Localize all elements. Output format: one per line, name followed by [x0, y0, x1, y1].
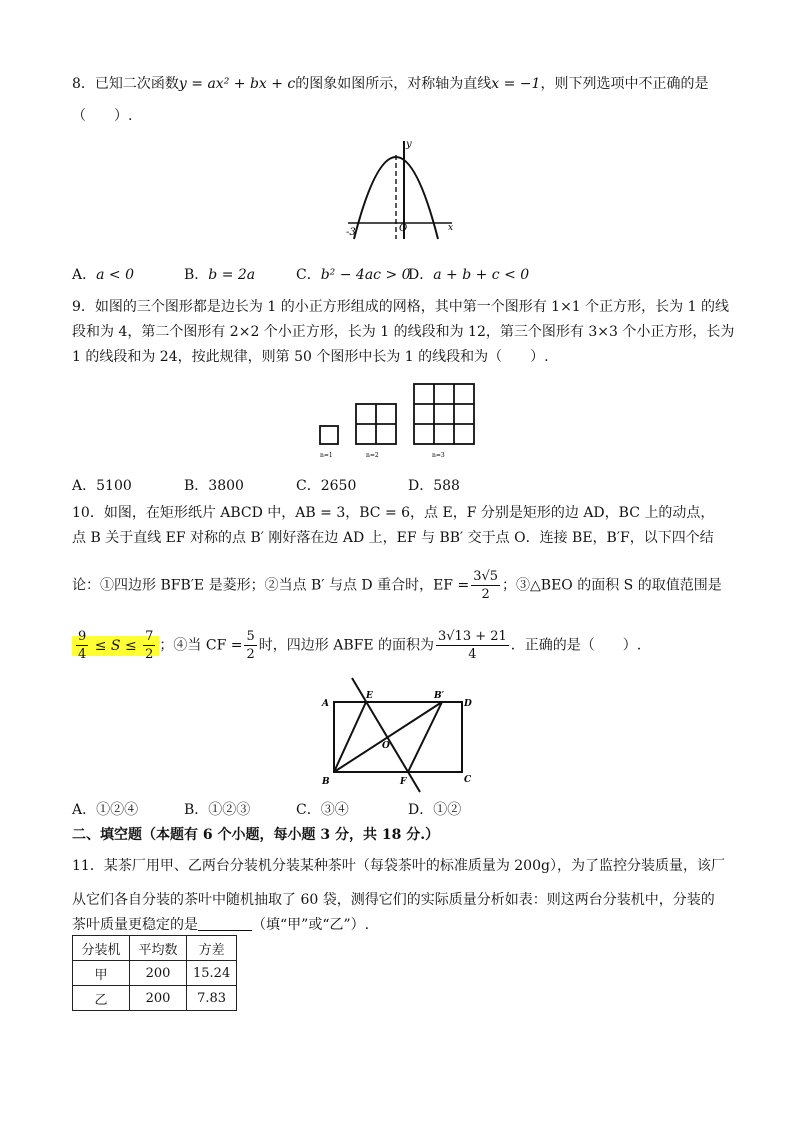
- neg3-label: -3: [346, 227, 356, 238]
- q9-option-a[interactable]: A．5100: [72, 478, 132, 494]
- label-n3: n=3: [432, 452, 445, 459]
- line-ef: [352, 678, 420, 792]
- q10-stem-line2: 点 B 关于直线 EF 对称的点 B′ 刚好落在边 AD 上，EF 与 BB′ 交于点 O．连接 BE，B′F，以下四个结: [72, 530, 714, 546]
- table-cell: 15.24: [187, 961, 237, 986]
- q8-parabola-graph: [340, 135, 460, 245]
- q11-data-table: [72, 935, 237, 1011]
- y-axis-label: y: [406, 139, 412, 150]
- table-cell: 200: [130, 986, 187, 1011]
- rectangle-abcd: [334, 702, 462, 772]
- q9-grid-figures: [312, 380, 482, 462]
- q9-stem-line2: 段和为 4，第二个图形有 2×2 个小正方形，长为 1 的线段和为 12，第三个图形有 3×3 个小正方形，长为: [72, 324, 735, 340]
- answer-blank[interactable]: [198, 916, 252, 931]
- q10-option-d[interactable]: D．①②: [408, 802, 462, 818]
- q11-stem-line3: 茶叶质量更稳定的是 （填“甲”或“乙”）.: [72, 917, 370, 933]
- q10-stem-line3: 论：①四边形 BFB′E 是菱形；②当点 B′ 与点 D 重合时，EF = $\frac{3√5}{2}$ ；③△BEO 的面积 S 的取值范围是: [72, 569, 722, 602]
- q9-option-b[interactable]: B．3800: [184, 478, 244, 494]
- q9-option-d[interactable]: D．588: [408, 478, 460, 494]
- q10-option-c[interactable]: C．③④: [296, 802, 349, 818]
- table-header-row: [73, 936, 237, 961]
- x-axis-label: x: [448, 223, 454, 233]
- table-header: 平均数: [130, 936, 187, 961]
- fraction-ef: $\frac{3√5}{2}$: [473, 569, 499, 602]
- q10-rectangle-figure: [318, 676, 478, 798]
- table-cell: 7.83: [187, 986, 237, 1011]
- table-row: [73, 961, 237, 986]
- q8-option-b[interactable]: B．b = 2a: [184, 267, 256, 283]
- grid-1x1: [320, 426, 338, 444]
- label-c: C: [464, 775, 472, 785]
- label-f: F: [400, 777, 407, 787]
- q8-text: 8．已知二次函数: [72, 76, 179, 92]
- label-o: O: [382, 741, 390, 751]
- label-b-prime: B′: [434, 691, 444, 701]
- label-a: A: [322, 699, 329, 709]
- section-heading: 二、填空题（本题有 6 个小题，每小题 3 分，共 18 分.）: [72, 827, 440, 843]
- q8-option-c[interactable]: C．b² − 4ac > 0: [296, 267, 411, 283]
- table-header: 方差: [187, 936, 237, 961]
- q11-stem-line2: 从它们各自分装的茶叶中随机抽取了 60 袋，测得它们的实际质量分析如表：则这两台分装机中，分装的: [72, 892, 715, 908]
- label-e: E: [366, 691, 373, 701]
- q9-stem-line3: 1 的线段和为 24，按此规律，则第 50 个图形中长为 1 的线段和为（ ）.: [72, 349, 549, 365]
- highlighted-range: $\frac{9}{4}$ ≤ S ≤ $\frac{7}{2}$: [72, 636, 159, 656]
- fraction-area: $\frac{3√13 + 21}{4}$: [438, 629, 507, 662]
- q10-option-a[interactable]: A．①②④: [72, 802, 139, 818]
- q10-option-b[interactable]: B．①②③: [184, 802, 251, 818]
- q8-stem-line1: [72, 74, 708, 94]
- origin-label: O: [399, 223, 408, 234]
- q8-option-a[interactable]: A．a < 0: [72, 267, 135, 283]
- q11-stem-line1: 11．某茶厂用甲、乙两台分装机分装某种茶叶（每袋茶叶的标准质量为 200g），为了监控分装质量，该厂: [72, 858, 725, 874]
- q10-stem-line4: $\frac{9}{4}$ ≤ S ≤ $\frac{7}{2}$ ；④当 CF = $\frac{5}{2}$ 时，四边形 ABFE 的面积为 $\frac{3√13 + 21}{4}$ ．正确的是（ ）.: [72, 628, 641, 663]
- grid-3x3: [414, 384, 474, 444]
- q9-option-c[interactable]: C．2650: [296, 478, 357, 494]
- fraction-cf: $\frac{5}{2}$: [246, 629, 255, 662]
- q8-stem-line2: （ ）.: [72, 108, 133, 124]
- q9-stem-line1: 9．如图的三个图形都是边长为 1 的小正方形组成的网格，其中第一个图形有 1×1 个正方形，长为 1 的线: [72, 299, 729, 315]
- q8-text: 的图象如图所示，对称轴为直线: [295, 76, 492, 92]
- label-b: B: [322, 777, 330, 787]
- table-cell: 200: [130, 961, 187, 986]
- q8-formula: y = ax² + bx + c: [178, 76, 296, 92]
- table-cell: 甲: [73, 961, 130, 986]
- q8-option-d[interactable]: D．a + b + c < 0: [408, 267, 530, 283]
- q8-text: ，则下列选项中不正确的是: [540, 76, 709, 92]
- label-d: D: [464, 699, 472, 709]
- table-cell: 乙: [73, 986, 130, 1011]
- table-header: 分装机: [73, 936, 130, 961]
- label-n1: n=1: [320, 452, 333, 459]
- grid-2x2: [356, 404, 396, 444]
- table-row: [73, 986, 237, 1011]
- q10-stem-line1: 10．如图，在矩形纸片 ABCD 中，AB = 3，BC = 6，点 E，F 分别是矩形的边 AD，BC 上的动点，: [72, 505, 715, 521]
- q8-axis: x = −1: [491, 76, 541, 92]
- label-n2: n=2: [366, 452, 379, 459]
